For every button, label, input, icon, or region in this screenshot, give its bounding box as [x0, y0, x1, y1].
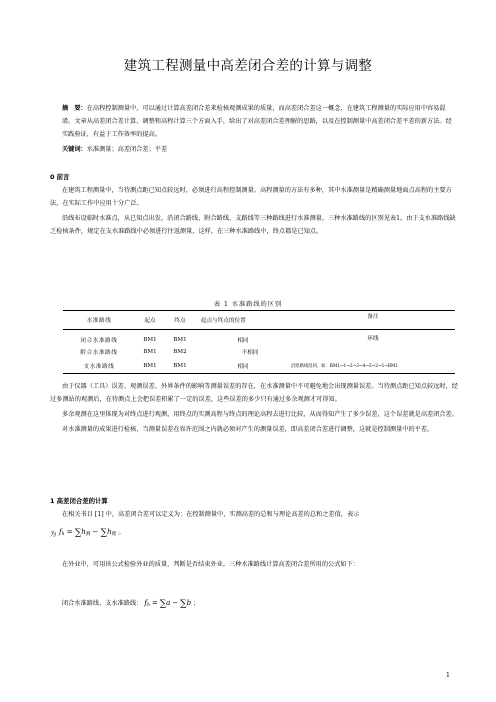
table-row	[63, 358, 455, 374]
cell-route: 附合水准路线	[80, 350, 118, 356]
formula-f: f	[144, 599, 147, 607]
abstract-label: 摘 要：	[62, 105, 87, 112]
formula-minus: −	[172, 599, 179, 607]
formula-semicolon: ；	[193, 600, 200, 607]
table-caption: 表 1 水准路线的区别	[213, 301, 283, 308]
keywords-text: 水准测量；高差闭合差；平差	[86, 146, 168, 153]
formula-f-subscript: h	[147, 603, 150, 608]
cell-start: BM1	[143, 337, 157, 343]
keywords-paragraph	[62, 143, 454, 156]
formula-a: a	[166, 599, 171, 607]
header-position: 起点与终点的位置	[195, 311, 291, 330]
definition-paragraph: 在相关书目 [1] 中，高差闭合差可以定义为：在控制测量中，实测高差的总和与理论高差的总和之差值，表示	[62, 511, 360, 518]
cell-end: BM1	[165, 358, 195, 374]
leveling-route-table	[63, 310, 455, 374]
cell-start: BM1	[143, 349, 157, 355]
error-paragraph-2: 多余观测在这里体现为对终点进行观测，用终点的实测高程与终点的理论高程去进行比较，从而得知产生了多少误差，这个误差就是高差闭合差。	[62, 411, 458, 418]
cell-note: 环线	[367, 336, 379, 342]
formula-end: 。	[118, 529, 125, 536]
formula-equals: =	[66, 528, 73, 536]
error-paragraph-3: 对水准测量的成果进行检核，当测量误差在容许范围之内就必须对产生的测量误差，即高差闭合差进行调整，这就是控制测量中的平差。	[62, 426, 434, 433]
formula-b: b	[186, 599, 192, 607]
table-row	[63, 330, 455, 347]
cell-note: 沿原路线返回，如：BM1→1→2→3→4→3→2→1→BM1	[291, 358, 455, 374]
sigma-symbol: ∑	[180, 599, 187, 609]
calculation-body-2	[50, 558, 458, 571]
calculation-body	[50, 508, 458, 521]
cell-position: 相同	[195, 358, 291, 374]
preface-body	[50, 184, 458, 238]
formula-prefix	[50, 529, 56, 538]
formula-f-subscript: h	[61, 532, 65, 537]
abstract-block	[62, 102, 454, 156]
closure-formula	[59, 527, 125, 538]
cell-end: BM2	[173, 349, 187, 355]
formula-h-2: h	[107, 528, 112, 536]
abstract-paragraph	[62, 102, 454, 141]
cell-route: 闭合水准路线	[80, 338, 118, 344]
formula-f: f	[59, 528, 62, 536]
error-paragraph-1: 由于仪器（工具）误差、观测误差、外界条件的影响等测量误差的存在，在水准测量中不可避免地会出现测量误差。当待测点距已知点较远时，经过多测站的观测后，在待测点上会把误差积累了一定的误差，这些误差的多少只有通过多余观测才可得知。	[50, 383, 458, 403]
table-header-row	[63, 311, 455, 330]
formula-h-1: h	[81, 528, 86, 536]
cell-route: 支水准路线	[63, 358, 135, 374]
header-end: 终点	[165, 311, 195, 330]
sigma-symbol: ∑	[159, 599, 167, 609]
cell-start: BM1	[135, 358, 165, 374]
header-route: 水准路线	[63, 311, 135, 330]
section-heading-preface: 0 前言	[50, 173, 70, 181]
subscript-theory: 理	[111, 532, 117, 537]
keywords-label: 关键词：	[62, 146, 87, 153]
cell-position: 相同	[237, 338, 249, 344]
formula-equals: =	[151, 599, 158, 607]
abstract-text: 在高程控制测量中，可以通过计算高差闭合差来检核观测成果的质量，而高差闭合差这一概念，在建筑工程测量的实际应用中容易混淆。文章从高差闭合差计算、调整和高程计算三个方面入手，给出了对高差闭合差理解的思路，以及在控制测量中高差闭合差平差的新方法。经实践验证，有益于工作效率的提高。	[62, 105, 452, 138]
section-heading-calculation: 1 高差闭合差的计算	[50, 497, 108, 505]
closed-route-formula	[62, 598, 199, 609]
formula-minus: −	[92, 528, 99, 536]
page-number: 1	[446, 672, 450, 679]
sigma-symbol: ∑	[100, 528, 108, 538]
formula-intro-paragraph: 在外业中，可用该公式检验外业的质量，判断是否结束外业。三种水准路线计算高差闭合差所用的公式如下：	[62, 561, 359, 568]
cell-end: BM1	[173, 337, 187, 343]
preface-paragraph-1: 在建筑工程测量中，当待测点距已知点较远时，必须进行高程控制测量。高程测量的方法有多种，其中水准测量是精确测量地面点高程的主要方法，在实际工作中应用十分广泛。	[50, 187, 452, 207]
sigma-symbol: ∑	[74, 528, 82, 538]
cell-position: 不相同	[241, 350, 259, 356]
table-row	[63, 346, 455, 358]
preface-paragraph-2: 沿线布设临时水准点，从已知点出发，沿闭合路线、附合路线、支路线等三种路线进行水准测量，三种水准路线的区别见表1。由于支水准路线缺乏检核条件，规定在支水准路线中必须进行往返测量，这样，在三种水准路线中，终点都是已知点。	[50, 215, 456, 235]
document-title: 建筑工程测量中高差闭合差的计算与调整	[123, 58, 373, 74]
preface-body-after-table	[50, 380, 458, 436]
cell-note	[291, 346, 455, 358]
header-start: 起点	[135, 311, 165, 330]
header-note: 备注	[291, 311, 455, 330]
closed-route-label: 闭合水准路线、支水准路线：	[62, 600, 143, 607]
formula-prefix-text: 为	[50, 531, 57, 538]
subscript-measured: 测	[85, 532, 91, 537]
